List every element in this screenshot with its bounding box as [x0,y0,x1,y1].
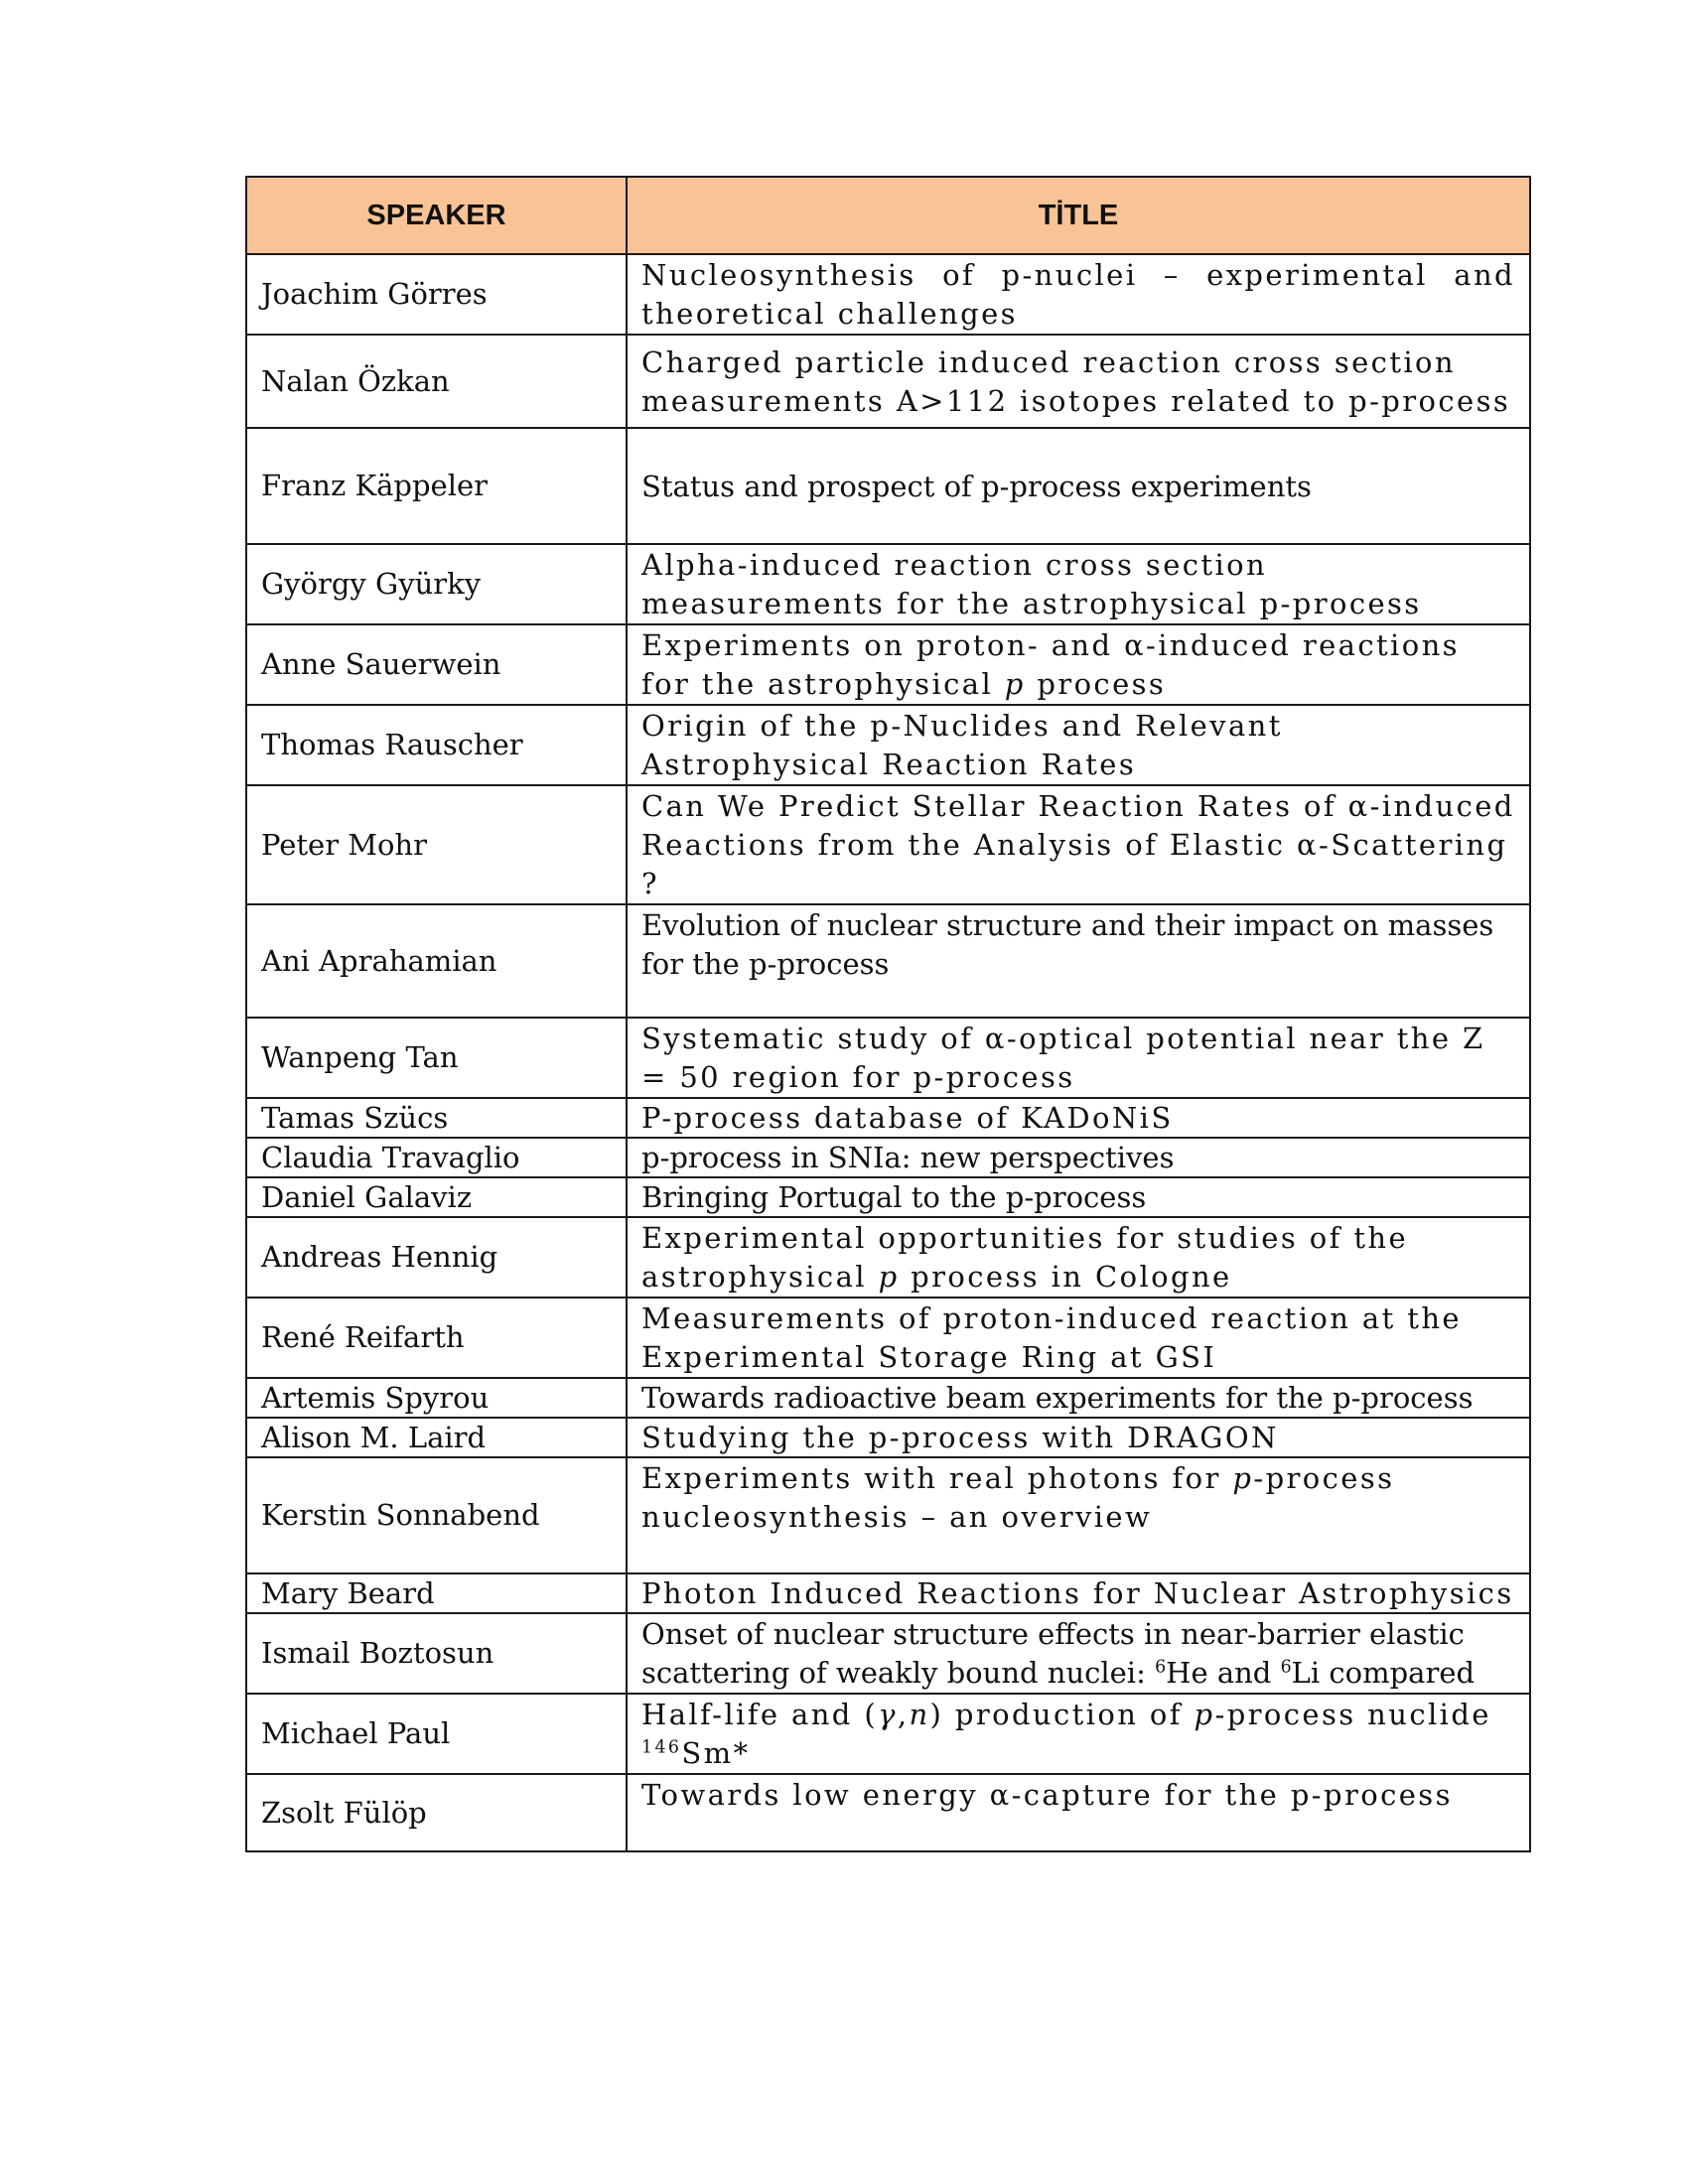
table-row [246,1774,1530,1851]
table-row [246,785,1530,904]
talk-title: Towards radioactive beam experiments for the p-process [627,1378,1530,1418]
speaker-name: Franz Käppeler [246,428,627,544]
table-row [246,254,1530,335]
talk-title: Photon Induced Reactions for Nuclear Astrophysics [627,1573,1530,1613]
table-row [246,428,1530,544]
speaker-name: Zsolt Fülöp [246,1774,627,1851]
table-row [246,1138,1530,1177]
talk-title: Can We Predict Stellar Reaction Rates of α-induced Reactions from the Analysis of Elastic α-Scattering ? [627,785,1530,904]
table-row [246,1177,1530,1217]
table-row [246,1694,1530,1774]
speaker-name: Nalan Özkan [246,335,627,428]
speaker-name: Alison M. Laird [246,1418,627,1457]
table-row [246,1378,1530,1418]
talk-title: Nucleosynthesis of p-nuclei – experimental and theoretical challenges [627,254,1530,335]
speaker-name: Claudia Travaglio [246,1138,627,1177]
talk-title: Systematic study of α-optical potential near the Z = 50 region for p-process [627,1018,1530,1098]
speaker-name: Tamas Szücs [246,1098,627,1138]
title-italic: p [1232,1461,1254,1495]
talk-title: p-process in SNIa: new perspectives [627,1138,1530,1177]
title-part: Experimental opportunities for studies of the astrophysical [641,1221,1409,1294]
talk-title: Alpha-induced reaction cross section measurements for the astrophysical p-process [627,544,1530,624]
table-row [246,1098,1530,1138]
superscript: 6 [1280,1657,1292,1678]
talk-title: P-process database of KADoNiS [627,1098,1530,1138]
title-part: process [1025,667,1167,701]
talk-title [627,1457,1530,1573]
title-part: Onset of nuclear structure effects in near-barrier elastic scattering of weakly bound nuclei: [641,1617,1465,1690]
table-row [246,624,1530,705]
table-row [246,1018,1530,1098]
speaker-name: Ani Aprahamian [246,904,627,1018]
speaker-name: Andreas Hennig [246,1217,627,1297]
title-italic: p [878,1260,900,1294]
talk-title: Measurements of proton-induced reaction at the Experimental Storage Ring at GSI [627,1297,1530,1378]
superscript: 6 [1155,1657,1167,1678]
table-row [246,904,1530,1018]
title-part: Experiments on proton- and α-induced reactions for the astrophysical [641,628,1460,701]
speaker-table [245,176,1531,1852]
title-part: , [897,1698,910,1731]
table-row [246,1418,1530,1457]
table-row [246,1297,1530,1378]
title-part: He and [1166,1656,1281,1690]
speaker-name: György Gyürky [246,544,627,624]
title-part: Li compared [1291,1656,1476,1690]
talk-title [627,1694,1530,1774]
title-part: ) production of [929,1698,1195,1731]
speaker-name: Wanpeng Tan [246,1018,627,1098]
table-row [246,335,1530,428]
table-header-row [246,177,1530,254]
talk-title: Origin of the p-Nuclides and Relevant Astrophysical Reaction Rates [627,705,1530,785]
title-part: process in Cologne [899,1260,1232,1294]
talk-title: Bringing Portugal to the p-process [627,1177,1530,1217]
speaker-name: Peter Mohr [246,785,627,904]
table-row [246,705,1530,785]
speaker-name: Kerstin Sonnabend [246,1457,627,1573]
speaker-name: Ismail Boztosun [246,1613,627,1694]
talk-title [627,1217,1530,1297]
header-speaker: SPEAKER [246,177,627,254]
talk-title [627,624,1530,705]
header-title: TİTLE [627,177,1530,254]
table-row [246,544,1530,624]
title-part: Sm* [681,1736,751,1770]
superscript: 146 [641,1737,682,1758]
speaker-name: Michael Paul [246,1694,627,1774]
title-italic: p [1194,1698,1215,1731]
title-part: Experiments with real photons for [641,1461,1233,1495]
speaker-name: Thomas Rauscher [246,705,627,785]
table-row [246,1573,1530,1613]
title-italic: p [1004,667,1026,701]
talk-title: Charged particle induced reaction cross section measurements A>112 isotopes related to p-process [627,335,1530,428]
title-part: -process nuclide [1214,1698,1491,1731]
title-part: Half-life and ( [641,1698,879,1731]
talk-title: Status and prospect of p-process experiments [627,428,1530,544]
speaker-name: Mary Beard [246,1573,627,1613]
speaker-name: Daniel Galaviz [246,1177,627,1217]
talk-title: Studying the p-process with DRAGON [627,1418,1530,1457]
table-row [246,1217,1530,1297]
table-row [246,1613,1530,1694]
talk-title: Evolution of nuclear structure and their impact on masses for the p-process [627,904,1530,1018]
title-italic: n [909,1698,930,1731]
talk-title [627,1613,1530,1694]
speaker-name: Anne Sauerwein [246,624,627,705]
talk-title: Towards low energy α-capture for the p-process [627,1774,1530,1851]
title-part: -process nucleosynthesis – an overview [641,1461,1395,1534]
speaker-name: Joachim Görres [246,254,627,335]
title-italic: γ [878,1698,898,1731]
speaker-name: René Reifarth [246,1297,627,1378]
table-row [246,1457,1530,1573]
speaker-name: Artemis Spyrou [246,1378,627,1418]
